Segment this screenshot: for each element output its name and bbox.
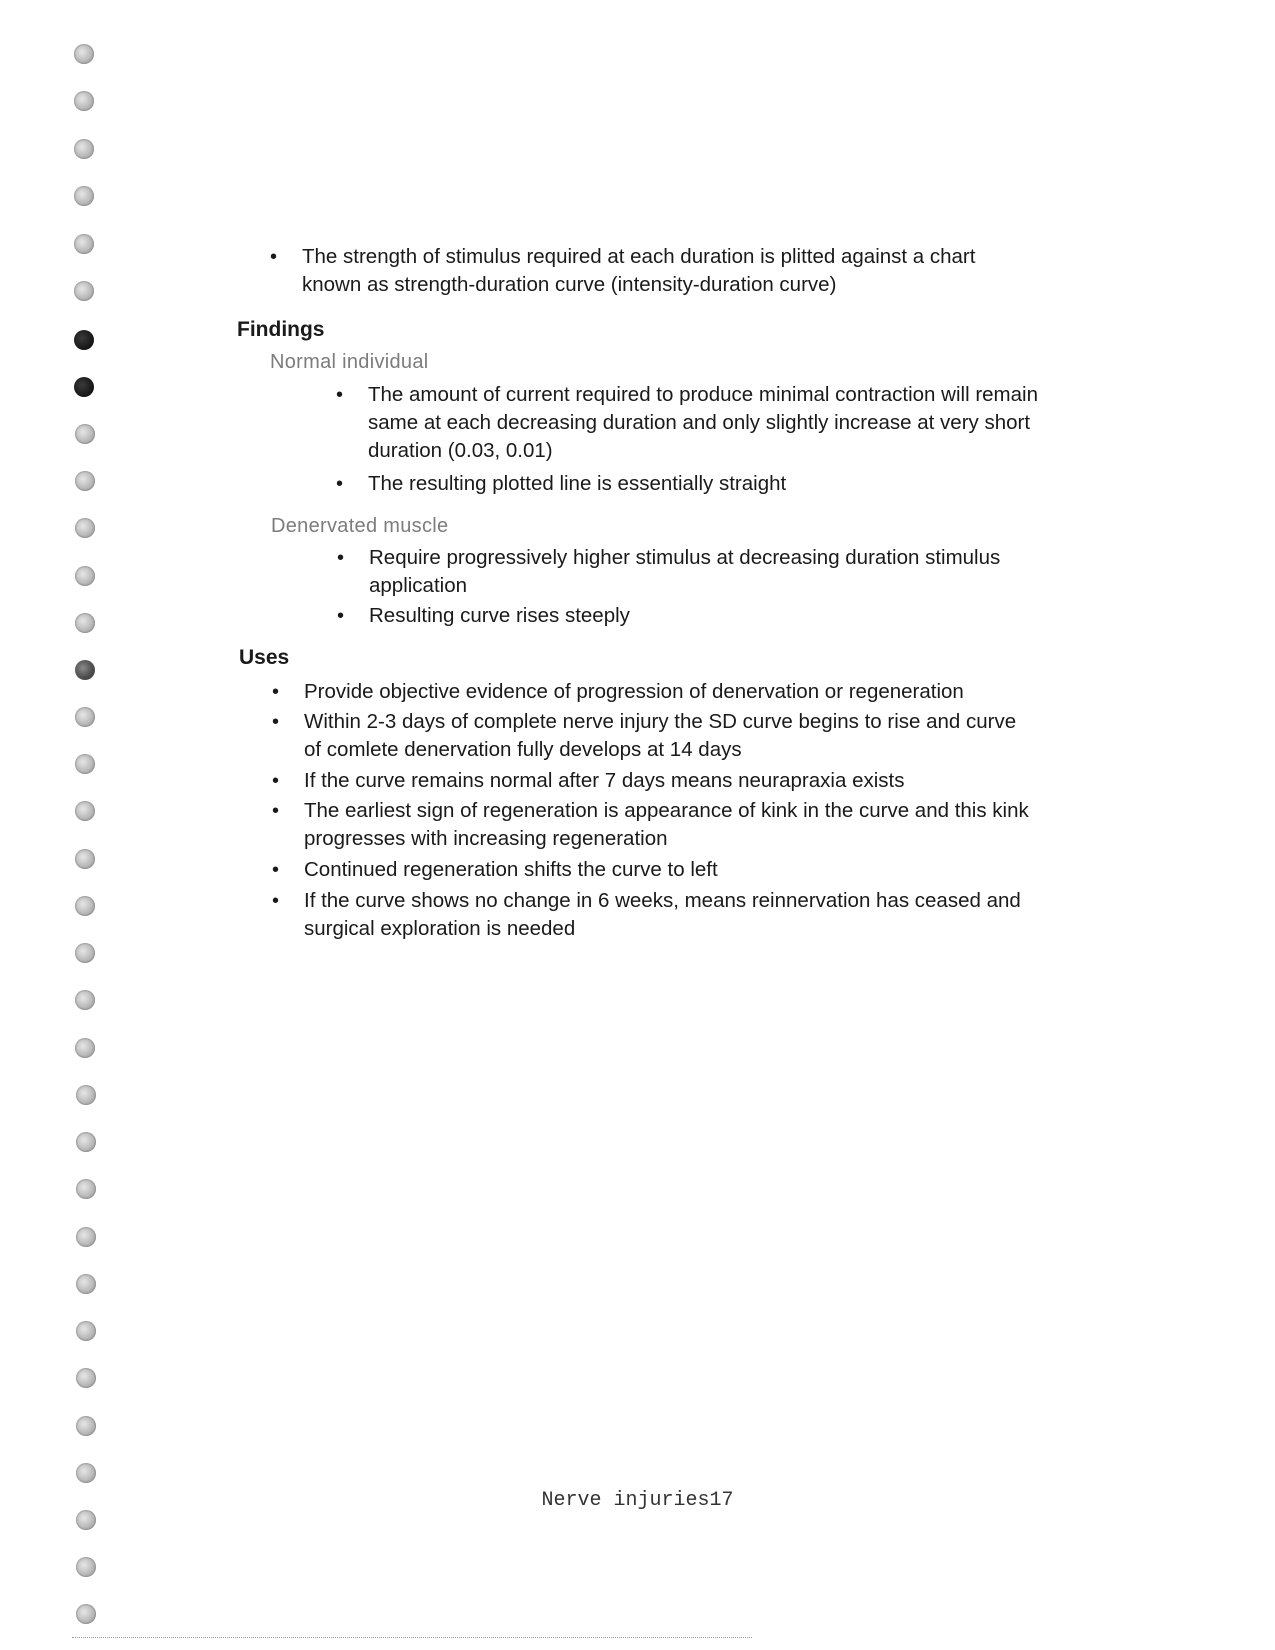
normal-bullet xyxy=(336,470,1062,498)
denervated-muscle-subheading: Denervated muscle xyxy=(271,515,449,537)
bullet-text: The amount of current required to produce minimal contraction will remain same at each decreasing duration and only slightly increase at very short duration (0.03, 0.01) xyxy=(368,383,1038,462)
bullet-dot: • xyxy=(336,384,344,406)
bullet-dot: • xyxy=(337,605,345,627)
bullet-text: Provide objective evidence of progression of denervation or regeneration xyxy=(304,680,964,703)
bullet-text: Continued regeneration shifts the curve to left xyxy=(304,858,718,881)
bullet-dot: • xyxy=(272,800,280,822)
page-bottom-edge xyxy=(72,1637,752,1638)
bullet-text: The strength of stimulus required at each duration is plitted against a chart known as strength-duration curve (intensity-duration curve) xyxy=(302,245,976,296)
bullet-text: Require progressively higher stimulus at decreasing duration stimulus application xyxy=(369,546,1001,597)
page-footer: Nerve injuries17 xyxy=(541,1489,734,1512)
bullet-dot: • xyxy=(272,711,280,733)
denervated-bullet xyxy=(337,544,1063,600)
bullet-dot: • xyxy=(272,890,280,912)
bullet-text: If the curve remains normal after 7 days means neurapraxia exists xyxy=(304,769,905,792)
uses-bullet xyxy=(272,887,1032,943)
uses-bullet xyxy=(272,797,1052,853)
denervated-bullet xyxy=(337,602,1063,630)
bullet-dot: • xyxy=(270,246,278,268)
uses-bullet xyxy=(272,856,1052,884)
bullet-dot: • xyxy=(336,473,344,495)
normal-individual-subheading: Normal individual xyxy=(270,351,429,373)
intro-bullet xyxy=(270,243,1030,299)
bullet-text: The earliest sign of regeneration is appearance of kink in the curve and this kink progresses with increasing regeneration xyxy=(304,799,1029,850)
bullet-text: If the curve shows no change in 6 weeks, means reinnervation has ceased and surgical exploration is needed xyxy=(304,889,1021,940)
bullet-dot: • xyxy=(337,547,345,569)
uses-bullet xyxy=(272,767,1052,795)
bullet-text: Within 2-3 days of complete nerve injury the SD curve begins to rise and curve of comlete denervation fully develops at 14 days xyxy=(304,710,1017,761)
uses-bullet xyxy=(272,708,1032,764)
bullet-text: Resulting curve rises steeply xyxy=(369,604,630,627)
uses-heading: Uses xyxy=(239,646,290,669)
normal-bullet xyxy=(336,381,1062,465)
uses-bullet xyxy=(272,678,1052,706)
bullet-dot: • xyxy=(272,681,280,703)
bullet-dot: • xyxy=(272,859,280,881)
findings-heading: Findings xyxy=(237,318,325,341)
bullet-dot: • xyxy=(272,770,280,792)
bullet-text: The resulting plotted line is essentially straight xyxy=(368,472,787,495)
